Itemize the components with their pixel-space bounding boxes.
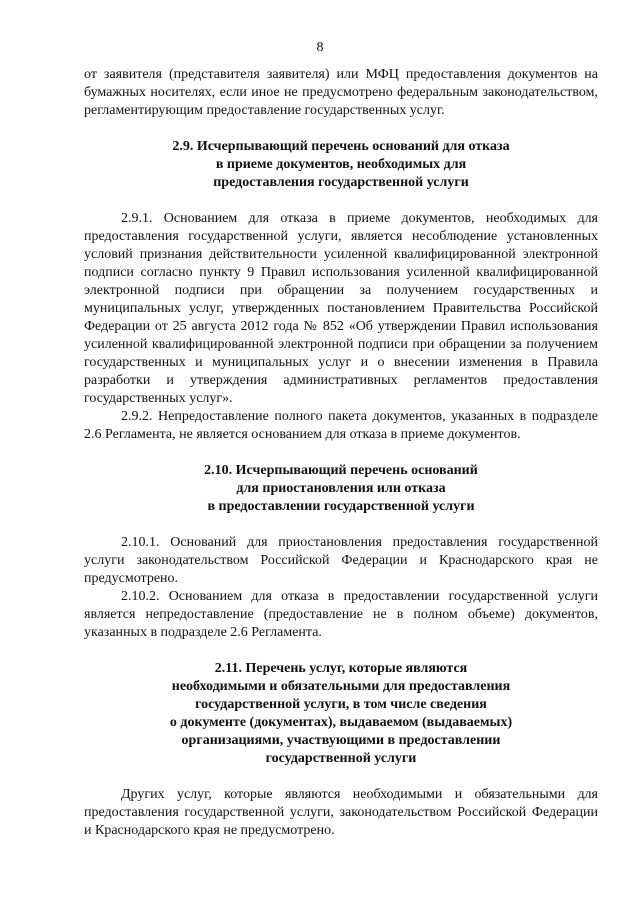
paragraph-2-10-1: 2.10.1. Оснований для приостановления предоставления государственной услуги законодательством Российской Федерации и Краснодарского края не предусмотрено.	[84, 535, 598, 586]
paragraph-2-9-2: 2.9.2. Непредоставление полного пакета документов, указанных в подразделе 2.6 Регламента, не является основанием для отказа в приеме документов.	[84, 409, 598, 442]
title-line: государственной услуги	[265, 751, 417, 766]
paragraph-2-11: Других услуг, которые являются необходимыми и обязательными для предоставления государственной услуги, законодательством Российской Федерации и Краснодарского края не предусмотрено.	[84, 787, 598, 838]
paragraph-2-9-1: 2.9.1. Основанием для отказа в приеме документов, необходимых для предоставления государственной услуги, является несоблюдение установленных условий признания действительности усиленной квалифицированной электронной подписи согласно пункту 9 Правил использования усиленной квалифицированной электронной подписи при обращении за получением государственных и муниципальных услуг, утвержденных постановлением Правительства Российской Федерации от 25 августа 2012 года № 852 «Об утверждении Правил использования усиленной квалифицированной электронной подписи при обращении за получением государственных и муниципальных услуг и о внесении изменения в Правила разработки и утверждения административных регламентов предоставления государственных услуг».	[84, 211, 598, 406]
title-line: предоставления государственной услуги	[213, 175, 469, 190]
title-line: 2.9. Исчерпывающий перечень оснований для отказа	[172, 139, 510, 154]
title-line: 2.10. Исчерпывающий перечень оснований	[204, 463, 478, 478]
intro-paragraph: от заявителя (представителя заявителя) или МФЦ предоставления документов на бумажных носителях, если иное не предусмотрено федеральным законодательством, регламентирующим предоставление государственных услуг.	[84, 67, 598, 118]
title-line: необходимыми и обязательными для предоставления	[171, 679, 511, 694]
page-number: 8	[316, 40, 324, 55]
title-line: 2.11. Перечень услуг, которые являются	[214, 661, 468, 676]
section-2-9-title	[84, 138, 598, 192]
title-line: для приостановления или отказа	[236, 481, 446, 496]
section-2-10-title	[84, 462, 598, 516]
title-line: в приеме документов, необходимых для	[215, 157, 467, 172]
section-2-11-title	[84, 660, 598, 768]
title-line: о документе (документах), выдаваемом (выдаваемых)	[169, 715, 513, 730]
document-body	[84, 66, 598, 840]
title-line: государственной услуги, в том числе сведения	[195, 697, 487, 712]
paragraph-2-10-2: 2.10.2. Основанием для отказа в предоставлении государственной услуги является непредоставление (предоставление не в полном объеме) документов, указанных в подразделе 2.6 Регламента.	[84, 589, 598, 640]
title-line: в предоставлении государственной услуги	[207, 499, 475, 514]
title-line: организациями, участвующими в предоставлении	[181, 733, 501, 748]
